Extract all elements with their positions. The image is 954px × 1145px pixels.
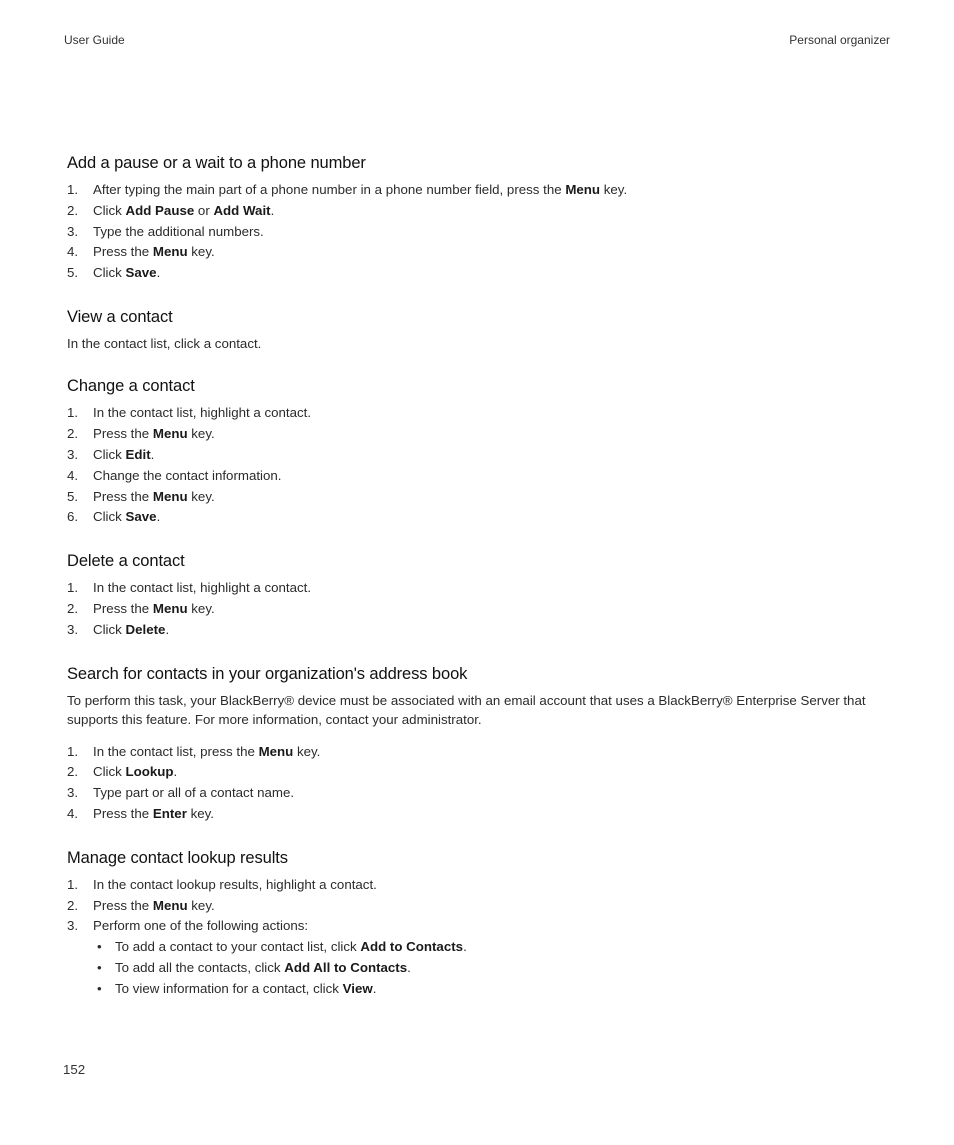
section-heading: Search for contacts in your organization's address book bbox=[67, 664, 468, 683]
step-item bbox=[67, 762, 897, 783]
bullet-icon: • bbox=[97, 939, 102, 955]
section-heading: Add a pause or a wait to a phone number bbox=[67, 154, 366, 172]
step-item bbox=[67, 445, 897, 466]
step-text: In the contact list, highlight a contact. bbox=[93, 580, 312, 596]
step-text: Click bbox=[93, 764, 126, 780]
step-text: After typing the main part of a phone number in a phone number field, press the bbox=[93, 182, 566, 197]
step-text: Press the bbox=[93, 426, 153, 442]
step-item bbox=[67, 620, 897, 641]
section-heading: Change a contact bbox=[67, 377, 195, 396]
step-item bbox=[67, 487, 897, 508]
section-heading: View a contact bbox=[67, 307, 173, 326]
bullet-item bbox=[93, 979, 897, 1000]
step-item bbox=[67, 896, 897, 917]
ui-term: Save bbox=[125, 265, 157, 281]
step-list bbox=[67, 180, 897, 284]
step-text: key. bbox=[187, 601, 215, 617]
step-text: Type part or all of a contact name. bbox=[93, 785, 295, 801]
bullet-icon: • bbox=[97, 960, 102, 976]
ui-term: Add Pause bbox=[125, 202, 195, 218]
ui-term: Menu bbox=[152, 244, 188, 260]
step-text: . bbox=[156, 509, 161, 525]
section-manage-lookup bbox=[67, 847, 897, 1000]
step-number: 2. bbox=[67, 426, 79, 442]
step-text: . bbox=[165, 621, 170, 637]
step-text: In the contact lookup results, highlight a contact. bbox=[93, 876, 377, 892]
bullet-text: To add a contact to your contact list, click bbox=[115, 939, 361, 955]
step-number: 6. bbox=[67, 509, 79, 525]
step-item bbox=[67, 578, 897, 599]
ui-term: Add Wait bbox=[213, 202, 271, 218]
bullet-icon: • bbox=[97, 980, 102, 996]
step-item bbox=[67, 222, 897, 243]
step-text: . bbox=[270, 202, 275, 218]
step-text: key. bbox=[186, 806, 214, 822]
step-text: Click bbox=[93, 621, 126, 637]
step-list bbox=[67, 742, 897, 825]
step-item bbox=[67, 804, 897, 825]
step-item bbox=[67, 424, 897, 445]
ui-term: Menu bbox=[152, 601, 188, 617]
step-item bbox=[67, 263, 897, 284]
step-number: 4. bbox=[67, 467, 79, 483]
step-item bbox=[67, 403, 897, 424]
step-number: 1. bbox=[67, 182, 79, 197]
step-number: 3. bbox=[67, 223, 79, 239]
ui-term: Enter bbox=[152, 806, 187, 822]
ui-term: Save bbox=[125, 509, 157, 525]
section-body: To perform this task, your BlackBerry® device must be associated with an email account that uses a BlackBerry® Enterprise Server that supports this feature. For more information, contact your administrator. bbox=[67, 692, 866, 728]
step-item bbox=[67, 507, 897, 528]
step-text: key. bbox=[293, 743, 321, 759]
step-text: . bbox=[150, 447, 155, 463]
step-text: or bbox=[194, 202, 214, 218]
section-search-contacts bbox=[67, 663, 897, 825]
ui-term: Menu bbox=[258, 743, 294, 759]
step-number: 2. bbox=[67, 764, 79, 780]
ui-term: Delete bbox=[125, 621, 166, 637]
running-header bbox=[64, 33, 890, 49]
ui-term: Menu bbox=[152, 897, 188, 913]
ui-term: Menu bbox=[152, 488, 188, 504]
step-text: Click bbox=[93, 509, 126, 525]
section-view-contact bbox=[67, 306, 897, 354]
step-text: Click bbox=[93, 202, 126, 218]
ui-term: View bbox=[342, 980, 373, 996]
step-text: In the contact list, press the bbox=[93, 743, 259, 759]
step-text: key. bbox=[187, 488, 215, 504]
step-text: Press the bbox=[93, 488, 153, 504]
step-number: 1. bbox=[67, 743, 79, 759]
step-number: 2. bbox=[67, 897, 79, 913]
step-number: 3. bbox=[67, 785, 79, 801]
step-text: Click bbox=[93, 265, 126, 281]
step-number: 1. bbox=[67, 580, 79, 596]
section-body: In the contact list, click a contact. bbox=[67, 335, 262, 351]
step-number: 5. bbox=[67, 488, 79, 504]
step-text: . bbox=[173, 764, 178, 780]
step-list bbox=[67, 403, 897, 528]
bullet-text: . bbox=[372, 980, 377, 996]
page-number: 152 bbox=[63, 1062, 86, 1077]
step-number: 2. bbox=[67, 601, 79, 617]
step-number: 1. bbox=[67, 876, 79, 892]
bullet-text: . bbox=[407, 960, 411, 976]
section-change-contact bbox=[67, 375, 897, 528]
step-number: 3. bbox=[67, 918, 79, 934]
step-text: Press the bbox=[93, 806, 153, 822]
section-delete-contact bbox=[67, 550, 897, 640]
step-item bbox=[67, 180, 897, 201]
bullet-text: To view information for a contact, click bbox=[115, 980, 343, 996]
step-number: 5. bbox=[67, 265, 79, 281]
step-text: key. bbox=[600, 182, 628, 197]
bullet-text: To add all the contacts, click bbox=[115, 960, 285, 976]
step-item bbox=[67, 875, 897, 896]
step-text: Press the bbox=[93, 601, 153, 617]
step-item bbox=[67, 599, 897, 620]
page-content bbox=[67, 152, 897, 1000]
bullet-item bbox=[93, 937, 897, 958]
step-number: 4. bbox=[67, 806, 79, 822]
step-text: . bbox=[156, 265, 161, 281]
step-text: Perform one of the following actions: bbox=[93, 918, 309, 934]
step-number: 2. bbox=[67, 202, 79, 218]
step-text: Click bbox=[93, 447, 126, 463]
step-list bbox=[67, 875, 897, 1000]
step-item bbox=[67, 916, 897, 999]
step-text: key. bbox=[187, 426, 215, 442]
step-number: 1. bbox=[67, 405, 79, 421]
bullet-item bbox=[93, 958, 897, 979]
step-number: 3. bbox=[67, 447, 79, 463]
step-item bbox=[67, 466, 897, 487]
bullet-list bbox=[93, 937, 897, 999]
bullet-text: . bbox=[463, 939, 467, 955]
step-number: 3. bbox=[67, 621, 79, 637]
step-item bbox=[67, 242, 897, 263]
step-text: Press the bbox=[93, 897, 153, 913]
ui-term: Add to Contacts bbox=[360, 939, 464, 955]
header-doc-title: User Guide bbox=[64, 33, 125, 47]
step-item bbox=[67, 783, 897, 804]
header-chapter-title: Personal organizer bbox=[789, 33, 890, 47]
section-heading: Delete a contact bbox=[67, 552, 185, 571]
section-heading: Manage contact lookup results bbox=[67, 848, 288, 867]
ui-term: Menu bbox=[152, 426, 188, 442]
section-add-pause bbox=[67, 152, 897, 284]
step-list bbox=[67, 578, 897, 640]
step-item bbox=[67, 742, 897, 763]
ui-term: Lookup bbox=[125, 764, 174, 780]
step-text: Type the additional numbers. bbox=[93, 223, 264, 239]
step-text: In the contact list, highlight a contact. bbox=[93, 405, 312, 421]
step-item bbox=[67, 201, 897, 222]
step-text: Press the bbox=[93, 244, 153, 260]
ui-term: Menu bbox=[565, 182, 601, 197]
step-text: Change the contact information. bbox=[93, 467, 282, 483]
step-number: 4. bbox=[67, 244, 79, 260]
step-text: key. bbox=[187, 244, 215, 260]
ui-term: Edit bbox=[125, 447, 151, 463]
ui-term: Add All to Contacts bbox=[284, 960, 408, 976]
step-text: key. bbox=[187, 897, 215, 913]
